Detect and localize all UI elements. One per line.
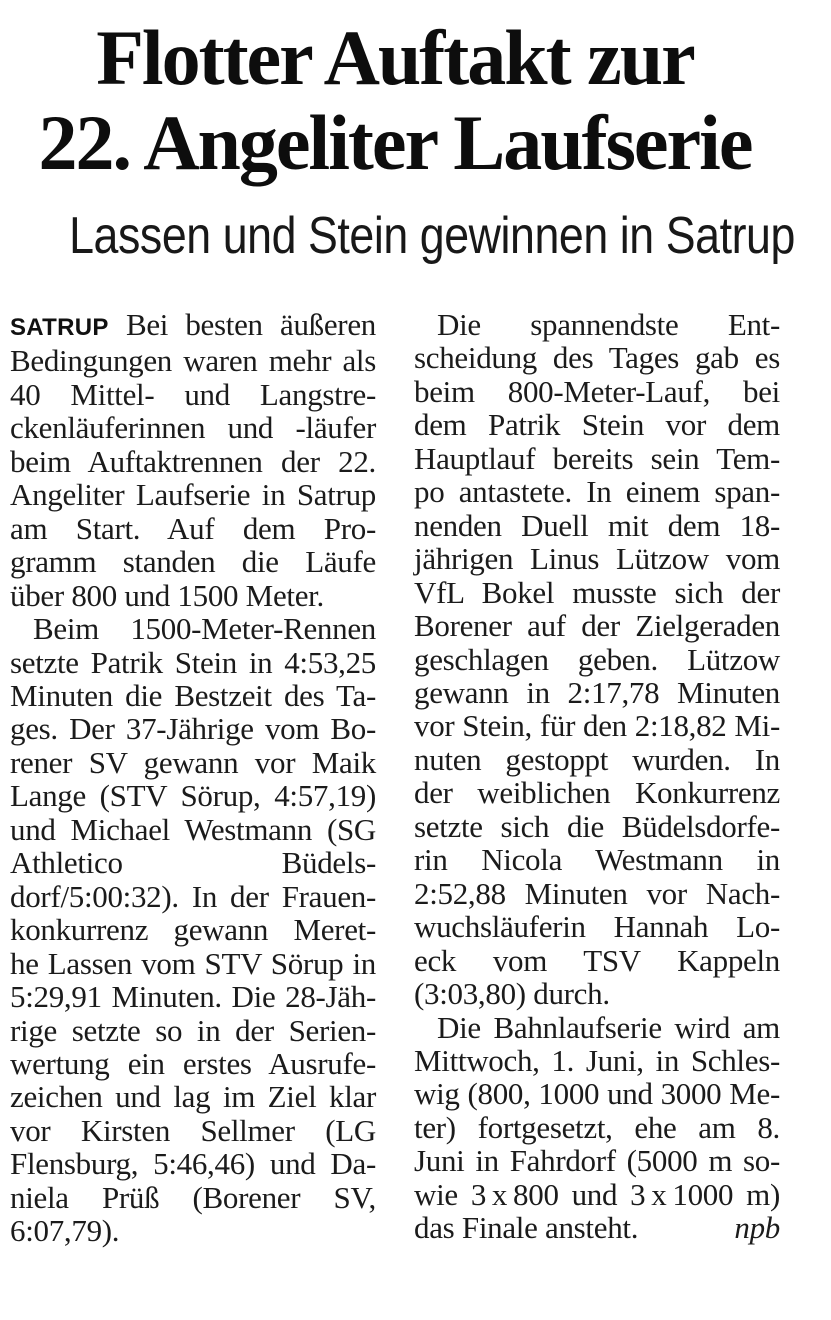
text-line: eck vom TSV Kappeln (414, 942, 780, 978)
text-line: SATRUP Bei besten äußeren (10, 307, 376, 342)
text-line: und Michael Westmann (SG (10, 811, 376, 847)
text-line: Minuten die Bestzeit des Ta- (10, 677, 376, 713)
text-line: Borener auf der Zielgeraden (414, 608, 780, 644)
text-line: rige setzte so in der Serien- (10, 1012, 376, 1048)
text-line: gramm standen die Läufe (10, 544, 376, 580)
text-line: Bedingungen waren mehr als (10, 343, 376, 379)
text-line: (3:03,80) durch. (414, 976, 610, 1012)
text-line-content: das Finale ansteht. (414, 1210, 639, 1246)
text-line: dem Patrik Stein vor dem (414, 407, 780, 443)
author-signoff: npb (734, 1210, 780, 1246)
text-line: 6:07,79). (10, 1213, 120, 1249)
text-line: vor Kirsten Sellmer (LG (10, 1112, 376, 1148)
text-line: wie 3 x 800 und 3 x 1000 m) (414, 1176, 780, 1212)
text-line: Die Bahnlaufserie wird am (437, 1009, 780, 1045)
article-headline (10, 0, 780, 185)
text-line: Hauptlauf bereits sein Tem- (414, 440, 780, 476)
text-line: ges. Der 37-Jährige vom Bo- (10, 711, 376, 747)
text-line: der weiblichen Konkurrenz (414, 775, 780, 811)
headline-line-2: 22. Angeliter Laufserie (38, 99, 752, 186)
text-line: beim Auftaktrennen der 22. (10, 443, 376, 479)
text-line: he Lassen vom STV Sörup in (10, 945, 376, 981)
text-line: ter) fortgesetzt, ehe am 8. (414, 1109, 780, 1145)
text-line: ckenläuferinnen und -läufer (10, 410, 376, 446)
paragraph (414, 308, 780, 1011)
text-line: 2:52,88 Minuten vor Nach- (414, 875, 780, 911)
text-line: wertung ein erstes Ausrufe- (10, 1045, 376, 1081)
text-line: wuchsläuferin Hannah Lo- (414, 909, 780, 945)
text-line: wig (800, 1000 und 3000 Me- (414, 1076, 780, 1112)
text-line: scheidung des Tages gab es (414, 340, 780, 376)
text-line: konkurrenz gewann Meret- (10, 912, 376, 948)
text-line: Angeliter Laufserie in Satrup (10, 477, 376, 513)
text-line: 5:29,91 Minuten. Die 28-Jäh- (10, 979, 376, 1015)
text-line: Die spannendste Ent- (437, 307, 780, 342)
article-subheadline: Lassen und Stein gewinnen in Satrup (69, 207, 795, 265)
text-line: jährigen Linus Lützow vom (414, 541, 780, 577)
text-line: beim 800-Meter-Lauf, bei (414, 373, 780, 409)
text-line: zeichen und lag im Ziel klar (10, 1079, 376, 1115)
text-line: niela Prüß (Borener SV, (10, 1179, 376, 1215)
text-line: Beim 1500-Meter-Rennen (33, 611, 376, 647)
text-line: 40 Mittel- und Langstre- (10, 376, 376, 412)
article-column-1 (10, 308, 376, 1248)
text-line: Lange (STV Sörup, 4:57,19) (10, 778, 376, 814)
paragraph (10, 612, 376, 1248)
text-line: rener SV gewann vor Maik (10, 744, 376, 780)
text-line: nenden Duell mit dem 18- (414, 507, 780, 543)
text-line: nuten gestoppt wurden. In (414, 741, 780, 777)
text-line: Mittwoch, 1. Juni, in Schles- (414, 1042, 780, 1078)
text-line: geschlagen geben. Lützow (414, 641, 780, 677)
text-line: po antastete. In einem span- (414, 474, 780, 510)
dateline: SATRUP (10, 314, 109, 341)
text-line: Juni in Fahrdorf (5000 m so- (414, 1143, 780, 1179)
text-line: VfL Bokel musste sich der (414, 574, 780, 610)
text-line: setzte Patrik Stein in 4:53,25 (10, 644, 376, 680)
text-line: dorf/5:00:32). In der Frauen- (10, 878, 376, 914)
paragraph (414, 1011, 780, 1245)
text-line: rin Nicola Westmann in (414, 842, 780, 878)
text-line: über 800 und 1500 Meter. (10, 577, 324, 613)
text-line: Flensburg, 5:46,46) und Da- (10, 1146, 376, 1182)
article-columns (10, 308, 780, 1248)
text-line: setzte sich die Büdelsdorfe- (414, 808, 780, 844)
text-line: Athletico Büdels- (10, 845, 376, 881)
headline-line-1: Flotter Auftakt zur (96, 14, 694, 101)
paragraph (10, 308, 376, 612)
text-line: am Start. Auf dem Pro- (10, 510, 376, 546)
text-line (414, 1211, 780, 1244)
text-line: vor Stein, für den 2:18,82 Mi- (414, 708, 780, 744)
subheadline-row (10, 206, 795, 266)
article-column-2 (414, 308, 780, 1248)
text-line: gewann in 2:17,78 Minuten (414, 674, 780, 710)
